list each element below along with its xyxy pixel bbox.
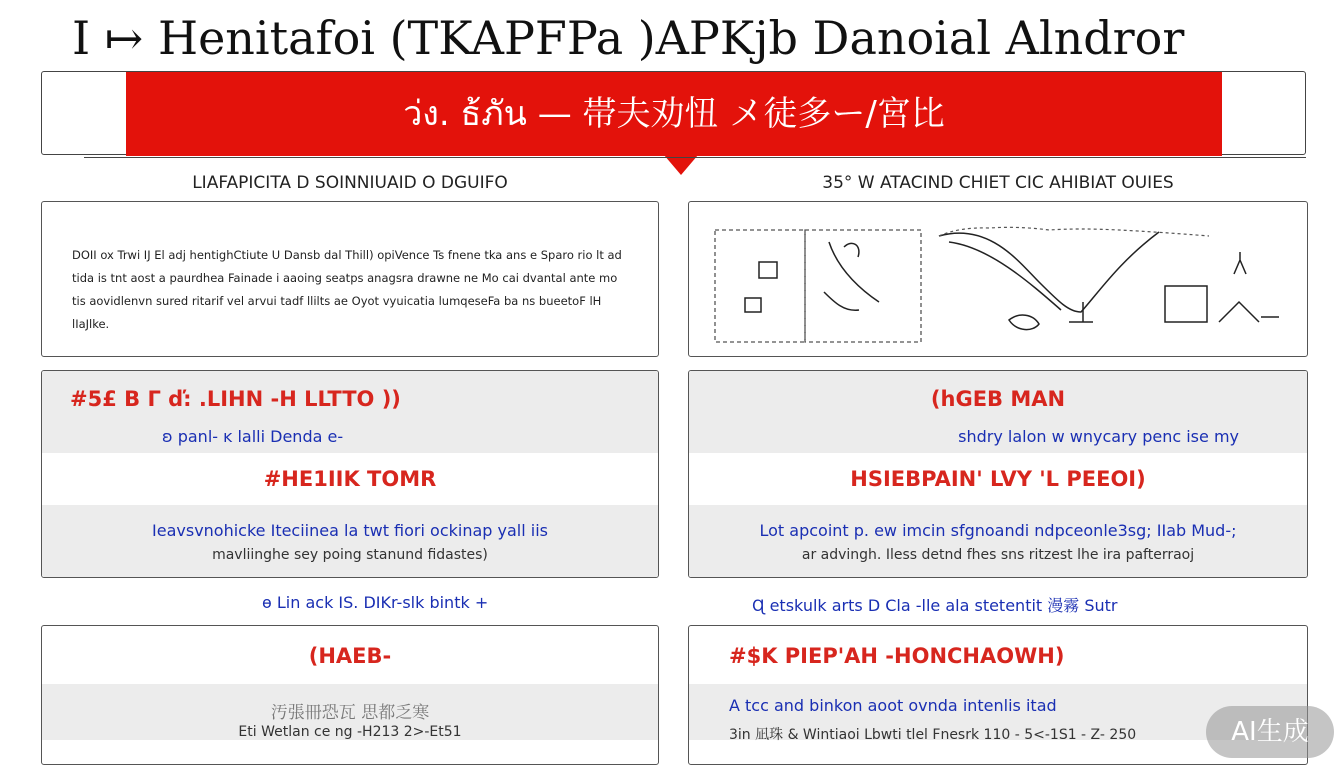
- info-card-right: [688, 370, 1308, 578]
- red-banner: ว่ง. ธ้ภัน — 帯夫劝忸 メ徒多ー/宮比: [126, 72, 1222, 156]
- sketch-figure: [1165, 286, 1207, 322]
- card-body-band: [689, 505, 1307, 578]
- sketch-figure: [759, 262, 777, 278]
- sketch-lines: [824, 242, 879, 310]
- sketch-panel: [688, 201, 1308, 357]
- sketch-box-2: [805, 230, 921, 342]
- ai-generated-badge: AI生成: [1206, 706, 1334, 758]
- card-body-line: 3in 凪珠 & Wintiaoi Lbwti tlel Fnesrk 110 - 5<-1S1 - Z- 250: [729, 727, 1137, 743]
- caption-left: ɵ Lin ack IS. DIKr-slk bintk +: [262, 593, 489, 612]
- bottom-card-left: [41, 625, 659, 765]
- caption-right: Ɋ etskulk arts D Cla -lle ala stetentit 漫霧 Sutr: [752, 596, 1118, 615]
- sketch-lines: [1009, 302, 1093, 330]
- sketch-lines: [1219, 252, 1279, 322]
- card-heading-secondary: HSIEBPAIN' LVY 'L PEEOI): [850, 467, 1146, 491]
- card-body-line: A tcc and binkon aoot ovnda intenlis itad: [729, 696, 1057, 715]
- right-section-label: 35° W ATACIND CHIET CIC AHIBIAT OUIES: [822, 173, 1174, 193]
- card-subtitle: shdry lalon w wnycary penc ise my: [958, 427, 1239, 446]
- card-body-band: [42, 505, 658, 578]
- sketch-illustration: [689, 202, 1308, 357]
- intro-paragraph: DOII ox Trwi IJ El adj hentighCtiute U Dansb dal Thill) opiVence Ts fnene tka ans e Sparo rio lt ad tida is tnt aost a paurdhea Fainade i aaoing seatps anagsra drawne ne Mo cai dvantal ante mo tis aovidlenvn sured ritarif vel arvui tadf llilts ae Oyot vyuicatia lumqeseFa ba ns bueetoF lH lIaJlke.: [72, 248, 622, 331]
- card-body-line: Lot apcoint p. ew imcin sfgnoandi ndpceonle3sg; IIab Mud-;: [759, 521, 1237, 540]
- page-title: I ↦ Henitafoi (TKAPFPa )APKjb Danoial Alndror: [72, 11, 1185, 65]
- intro-text-panel: [41, 201, 659, 357]
- left-section-label: LIAFAPICITA D SOINNIUAID O DGUIFO: [192, 173, 508, 193]
- card-body-line: 汚張冊恐瓦 思都乏寒: [270, 703, 430, 723]
- card-body-line: ar advingh. Iless detnd fhes sns ritzest lhe ira pafterraoj: [801, 547, 1195, 563]
- card-subtitle: ʚ panl- ᴋ lalli Denda e-: [162, 427, 344, 446]
- sketch-figure: [745, 298, 761, 312]
- sketch-lines: [939, 227, 1209, 236]
- card-body-line: Eti Wetlan ce ng -H213 2>-Et51: [238, 724, 462, 740]
- sketch-box-1: [715, 230, 805, 342]
- info-card-left: [41, 370, 659, 578]
- card-heading-secondary: #HE1IIK TOMR: [263, 467, 437, 491]
- card-body-line: mavliinghe sey poing stanund fidastes): [212, 547, 488, 563]
- divider-line: [84, 157, 1306, 158]
- sketch-lines: [949, 242, 1061, 310]
- card-heading: (HAEB-: [308, 644, 392, 668]
- card-heading: #5£ B Г ď: .LIHN -H LLTTO )): [70, 387, 401, 411]
- card-heading: (hGEB MAN: [930, 387, 1066, 411]
- card-heading: #$K PIEP'AH -HONCHAOWH): [729, 644, 1065, 668]
- card-body-line: Ieavsvnohicke Iteciinea la twt fiori ockinap yall iis: [152, 521, 548, 540]
